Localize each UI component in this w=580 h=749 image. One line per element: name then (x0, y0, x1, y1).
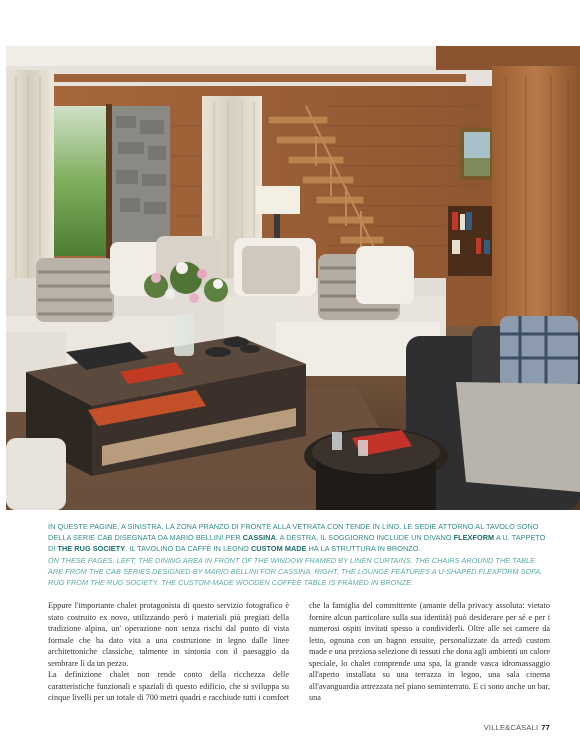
article-body (48, 600, 550, 704)
caption-it-brand-flexform: FLEXFORM (453, 533, 495, 543)
article-paragraph-1: Eppure l'importante chalet protagonista di questo servizio fotografico è stato costruito ex novo, utilizzando però i materiali più pregiati della tradizione alpina, un' operazione non senza rischi dal punto di vista formale che ha dato vita a una costruzione in legno dalle linee architettoniche classiche, talmente in sintonia con il paesaggio da sembrare lì da un pezzo. (48, 601, 289, 668)
caption-italian (48, 521, 548, 555)
caption-it-brand-cassina: CASSINA (242, 533, 276, 543)
chalet-living-room-photo (6, 46, 580, 510)
caption-it-part4: . IL TAVOLINO DA CAFFÈ IN LEGNO (125, 544, 251, 554)
page-folio (484, 723, 550, 732)
article-paragraph-2: La definizione chalet non rende conto della ricchezza delle caratteristiche funzionali e spaziali di questo edificio, che si sviluppa su cinque livelli per un totale di 700 metri quadri e racchiude tutti i comfort che la famiglia del committente (amante della privacy assoluta: vietato fornire alcun particolare sulla sua identità) può desiderare per sé e per i numerosi ospiti invitati spesso a condividerli. Oltre alle sei camere da letto, ognuna con un bagno ensuite, personalizzate da arredi custom made e una preziosa selezione di tessuti che dona agli ambienti un calore speciale, lo chalet comprende una spa, la grande vasca idromassaggio all'aperto installata su una terrazza in legno, una sala cinema all'avanguardia attrezzata nel piano seminterrato. E ci sono anche un bar, una (48, 601, 550, 703)
caption-it-part1: IN QUESTE PAGINE, A SINISTRA, LA ZONA PRANZO DI FRONTE ALLA VETRATA CON TENDE IN LINO. LE SEDIE ATTORNO AL TAVOLO SONO DELLA SERIE CAB DISEGNATA DA MARIO BELLINI PER (48, 522, 539, 543)
magazine-name: VILLE&CASALI (483, 723, 539, 732)
caption-it-part5: HA LA STRUTTURA IN BRONZO. (306, 544, 421, 554)
photo-captions (48, 521, 548, 588)
caption-it-brand-rug-society: THE RUG SOCIETY (57, 544, 126, 554)
caption-it-part3: A U. TAPPETO DI (48, 533, 546, 554)
caption-english: ON THESE PAGES, LEFT, THE DINING AREA IN FRONT OF THE WINDOW FRAMED BY LINEN CURTAINS. THE CHAIRS AROUND THE TABLE ARE FROM THE CAB SERIES DESIGNED BY MARIO BELLINI FOR CASSINA. RIGHT, THE LOUNGE FEATURES A U-SHAPED FLEXFORM SOFA. RUG FROM THE RUG SOCIETY. THE CUSTOM-MADE WOODEN COFFEE TABLE IS FRAMED IN BRONZE. (48, 555, 543, 588)
caption-it-custom-made: CUSTOM MADE (250, 544, 307, 554)
page-number: 77 (541, 723, 550, 732)
caption-it-part2: . A DESTRA, IL SOGGIORNO INCLUDE UN DIVANO (275, 533, 454, 543)
